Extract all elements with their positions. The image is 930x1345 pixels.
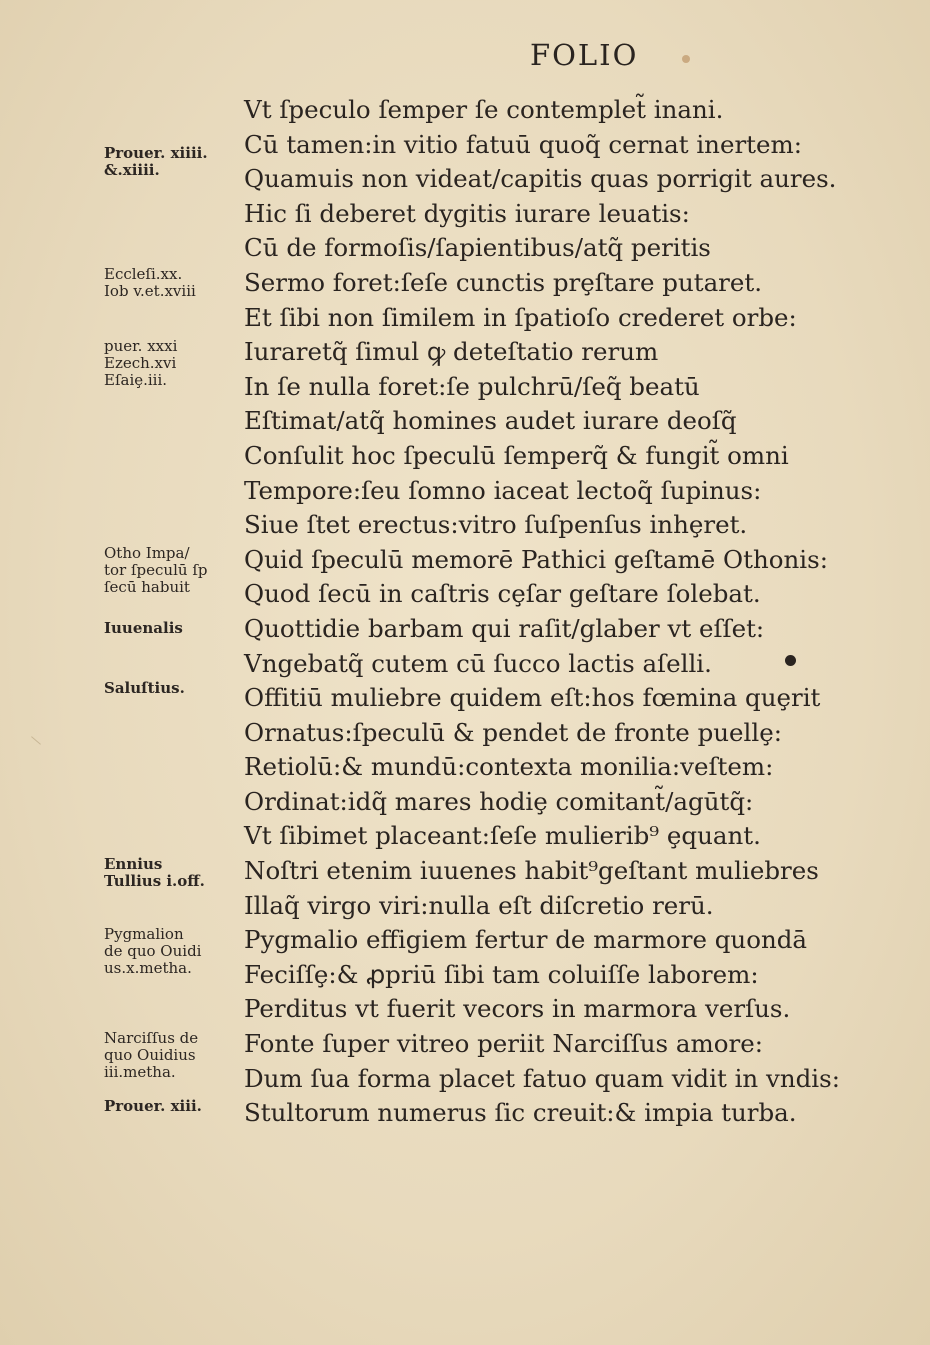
- marginal-note: Prouer. xiii.: [104, 1097, 202, 1115]
- text-line: Quid ſpeculū memorē Pathici geſtamē Othonis:: [244, 544, 828, 574]
- text-line: Dum ſua forma placet fatuo quam vidit in vndis:: [244, 1063, 840, 1093]
- text-line: Feciſſȩ:& ꝓpriū ſibi tam coluiſſe laborem:: [244, 959, 759, 989]
- text-line: Iuraretq̃ ſimul ꝙ deteſtatio rerum: [244, 337, 659, 367]
- marginal-note: Saluſtius.: [104, 679, 185, 697]
- text-line: Fonte ſuper vitreo periit Narciſſus amore:: [244, 1029, 763, 1059]
- text-line: In ſe nulla foret:ſe pulchrū/ſeq̃ beatū: [244, 371, 700, 401]
- text-line: Illaq̃ virgo viri:nulla eſt diſcretio rerū.: [244, 890, 714, 920]
- text-line: Et ſibi non ſimilem in ſpatioſo crederet orbe:: [244, 302, 797, 332]
- ink-spot: [682, 55, 690, 63]
- marginal-note: Pygmalion de quo Ouidi us.x.metha.: [104, 925, 202, 977]
- text-line: Siue ſtet erectus:vitro ſuſpenſus inhȩret.: [244, 510, 748, 540]
- ink-dot: [785, 655, 796, 666]
- text-line: Cū de formoſis/ſapientibus/atq̃ peritis: [244, 233, 711, 263]
- text-line: Ornatus:ſpeculū & pendet de fronte puellȩ:: [244, 717, 782, 747]
- text-line: Noſtri etenim iuuenes habit⁹geſtant muliebres: [244, 856, 819, 886]
- text-line: Hic ſi deberet dygitis iurare leuatis:: [244, 198, 690, 228]
- text-line: Quod ſecū in caſtris cȩſar geſtare ſolebat.: [244, 579, 761, 609]
- text-line: Sermo foret:ſeſe cunctis prȩſtare putaret.: [244, 267, 763, 297]
- marginal-note: Otho Impa/ tor ſpeculū ſp ſecū habuit: [104, 544, 208, 596]
- text-line: Perditus vt fuerit vecors in marmora verſus.: [244, 994, 791, 1024]
- text-line: Cū tamen:in vitio fatuū quoq̃ cernat inertem:: [244, 129, 802, 159]
- text-line: Eſtimat/atq̃ homines audet iurare deoſq̃: [244, 406, 737, 436]
- page-crease: [31, 736, 41, 744]
- marginal-note: Iuuenalis: [104, 619, 183, 637]
- text-line: Quottidie barbam qui raſit/glaber vt eſſet:: [244, 613, 765, 643]
- text-line: Quamuis non videat/capitis quas porrigit aures.: [244, 164, 837, 194]
- text-line: Pygmalio effigiem fertur de marmore quondā: [244, 925, 808, 955]
- text-line: Retiolū:& mundū:contexta monilia:veſtem:: [244, 752, 774, 782]
- text-line: Vngebatq̃ cutem cū ſucco lactis aſelli.: [244, 648, 712, 678]
- folio-header: FOLIO: [530, 38, 639, 72]
- marginal-note: Narciſſus de quo Ouidius iii.metha.: [104, 1029, 199, 1081]
- text-line: Conſulit hoc ſpeculū ſemperq̃ & fungit̃ omni: [244, 440, 789, 470]
- text-line: Tempore:ſeu ſomno iaceat lectoq̃ ſupinus:: [244, 475, 762, 505]
- marginal-note: Eccleſi.xx. Iob v.et.xviii: [104, 265, 196, 300]
- text-line: Ordinat:idq̃ mares hodiȩ comitant̃/agūtq̃:: [244, 786, 754, 816]
- main-text-column: [244, 93, 884, 1131]
- text-line: Offitiū muliebre quidem eſt:hos fœmina quȩrit: [244, 683, 821, 713]
- text-line: Vt ſibimet placeant:ſeſe mulierib⁹ ȩquant.: [244, 821, 761, 851]
- text-line: Stultorum numerus ſic creuit:& impia turba.: [244, 1098, 797, 1128]
- marginal-note: puer. xxxi Ezech.xvi Eſaiȩ.iii.: [104, 337, 178, 389]
- text-line: Vt ſpeculo ſemper ſe contemplet̃ inani.: [244, 95, 724, 124]
- marginal-note: Ennius Tullius i.off.: [104, 855, 205, 890]
- marginal-note: Prouer. xiiii. &.xiiii.: [104, 144, 208, 179]
